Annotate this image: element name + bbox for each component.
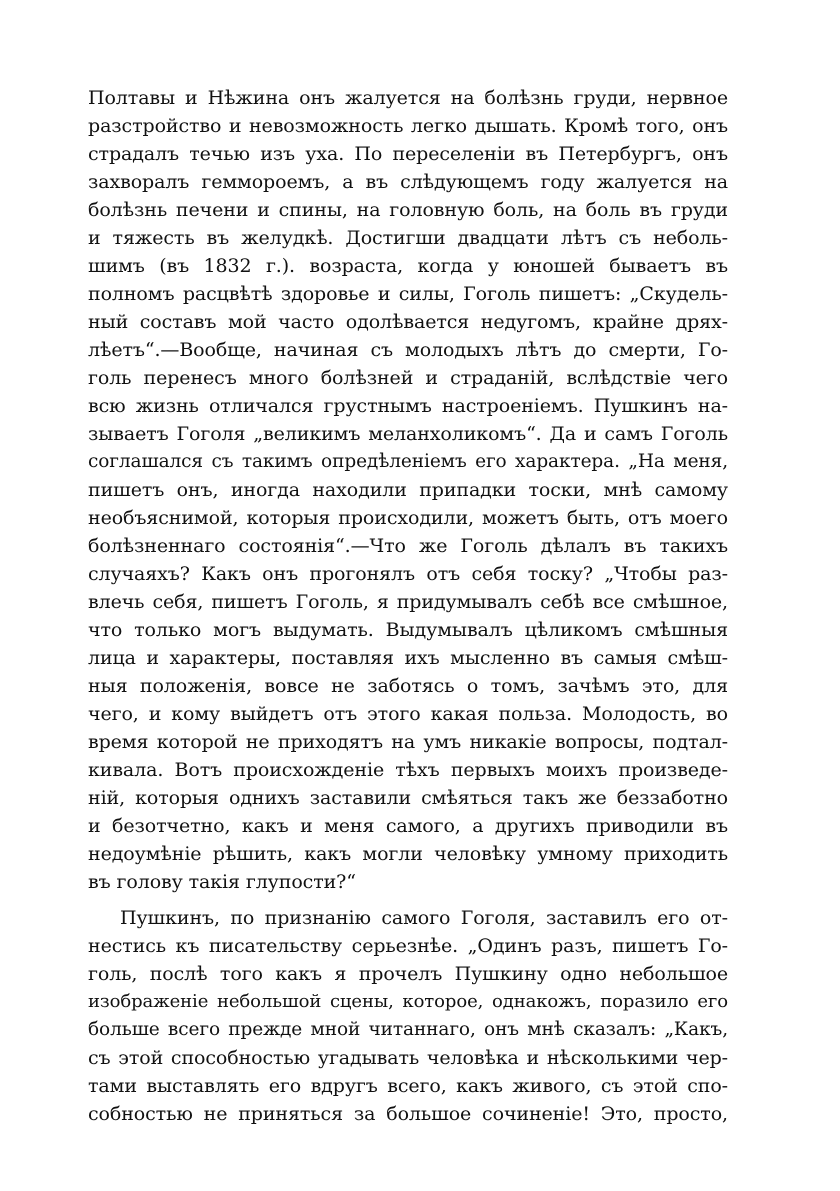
text-line: изображеніе небольшой сцены, которое, однакожъ, поразило его: [88, 991, 728, 1012]
text-line: время которой не приходятъ на умъ никакіе вопросы, подтал-: [88, 731, 728, 753]
text-line: что только могъ выдумать. Выдумывалъ цѣликомъ смѣшныя: [88, 619, 728, 641]
text-line: чего, и кому выйдетъ отъ этого какая польза. Молодость, во: [88, 703, 728, 725]
text-line: и тяжесть въ желудкѣ. Достигши двадцати лѣтъ съ неболь-: [88, 227, 728, 249]
text-line: Пушкинъ, по признанію самого Гоголя, заставилъ его от-: [120, 907, 728, 929]
text-line: пишетъ онъ, иногда находили припадки тоски, мнѣ самому: [88, 479, 728, 501]
text-line: ныя положенія, вовсе не заботясь о томъ, зачѣмъ это, для: [88, 675, 728, 697]
text-line: страдалъ течью изъ уха. По переселеніи въ Петербургъ, онъ: [88, 143, 728, 165]
text-line: разстройство и невозможность легко дышать. Кромѣ того, онъ: [88, 115, 728, 137]
text-line: голь перенесъ много болѣзней и страданій, вслѣдствіе чего: [88, 367, 728, 389]
text-line: влечь себя, пишетъ Гоголь, я придумывалъ себѣ все смѣшное,: [88, 591, 728, 613]
text-line: кивала. Вотъ происхожденіе тѣхъ первыхъ моихъ произведе-: [88, 759, 728, 781]
paragraph-2: [88, 904, 728, 1128]
text-line: въ голову такія глупости?“: [88, 871, 356, 893]
text-line: болѣзненнаго состоянія“.—Что же Гоголь дѣлалъ въ такихъ: [88, 535, 728, 557]
text-line: тами выставлять его вдругъ всего, какъ живого, съ этой спо-: [88, 1075, 728, 1097]
text-line: собностью не приняться за большое сочиненіе! Это, просто,: [88, 1103, 728, 1125]
text-line: ный составъ мой часто одолѣвается недугомъ, крайне дрях-: [88, 311, 728, 333]
text-line: необъяснимой, которыя происходили, можетъ быть, отъ моего: [88, 507, 728, 529]
text-line: нестись къ писательству серьезнѣе. „Одинъ разъ, пишетъ Го-: [88, 935, 728, 957]
text-line: захворалъ геммороемъ, а въ слѣдующемъ году жалуется на: [88, 171, 728, 193]
text-line: и безотчетно, какъ и меня самого, а другихъ приводили въ: [88, 815, 728, 837]
text-line: недоумѣніе рѣшить, какъ могли человѣку умному приходить: [88, 843, 728, 865]
paragraph-gap: [88, 896, 728, 904]
text-line: голь, послѣ того какъ я прочелъ Пушкину одно небольшое: [88, 963, 728, 985]
text-line: ній, которыя однихъ заставили смѣяться такъ же беззаботно: [88, 787, 728, 809]
text-line: съ этой способностью угадывать человѣка и нѣсколькими чер-: [88, 1047, 728, 1069]
text-line: зываетъ Гоголя „великимъ меланхоликомъ“. Да и самъ Гоголь: [88, 423, 728, 445]
text-line: болѣзнь печени и спины, на головную боль, на боль въ груди: [88, 199, 728, 221]
text-line: лица и характеры, поставляя ихъ мысленно въ самыя смѣш-: [88, 647, 728, 669]
text-line: Полтавы и Нѣжина онъ жалуется на болѣзнь груди, нервное: [88, 87, 728, 109]
paragraph-1: [88, 84, 728, 896]
text-line: лѣетъ“.—Вообще, начиная съ молодыхъ лѣтъ до смерти, Го-: [88, 339, 728, 361]
text-line: больше всего прежде мной читаннаго, онъ мнѣ сказалъ: „Какъ,: [88, 1019, 728, 1040]
page-text: [88, 84, 728, 1128]
text-line: соглашался съ такимъ опредѣленіемъ его характера. „На меня,: [88, 451, 728, 472]
text-line: случаяхъ? Какъ онъ прогонялъ отъ себя тоску? „Чтобы раз-: [88, 563, 728, 585]
text-line: полномъ расцвѣтѣ здоровье и силы, Гоголь пишетъ: „Скудель-: [88, 283, 728, 305]
text-line: всю жизнь отличался грустнымъ настроеніемъ. Пушкинъ на-: [88, 395, 728, 417]
text-line: шимъ (въ 1832 г.). возраста, когда у юношей бываетъ въ: [88, 255, 728, 277]
